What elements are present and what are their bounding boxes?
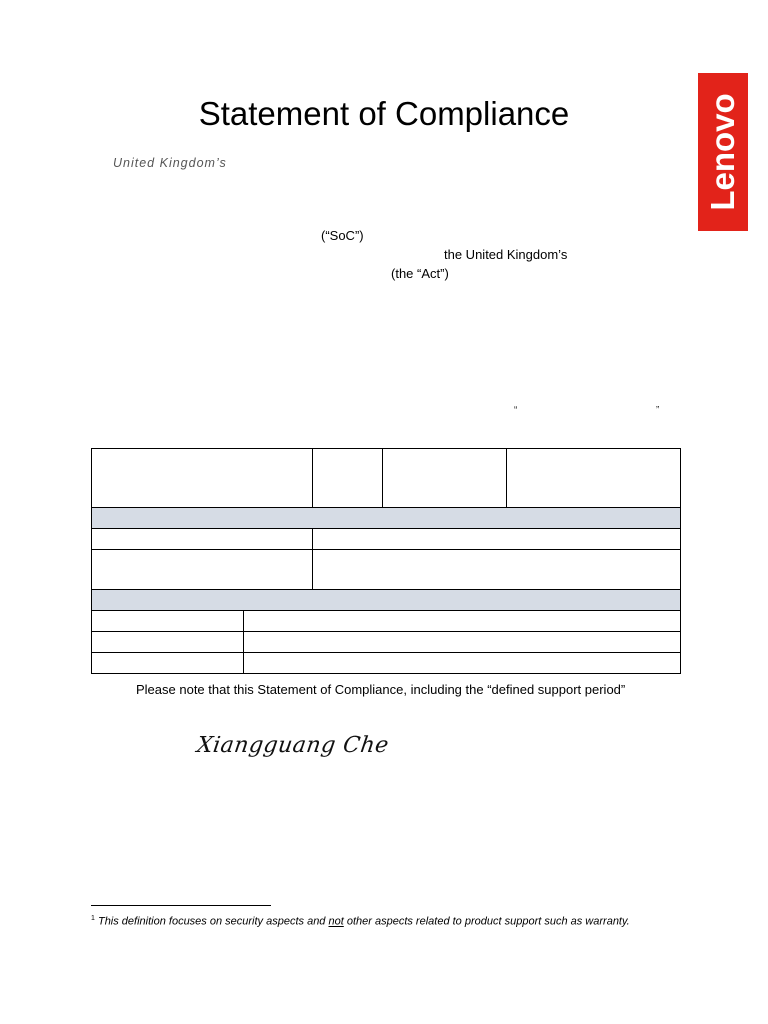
table-section-row bbox=[92, 508, 681, 529]
table-cell bbox=[313, 550, 681, 590]
table-cell bbox=[244, 653, 681, 674]
logo-wordmark: Lenovo bbox=[704, 93, 741, 211]
footnote-text-before: This definition focuses on security aspects and bbox=[97, 915, 329, 928]
close-quote: ” bbox=[656, 405, 660, 416]
lenovo-logo bbox=[698, 73, 748, 231]
table-cell bbox=[92, 529, 313, 550]
table-section-cell bbox=[92, 590, 681, 611]
document-title: Statement of Compliance bbox=[198, 95, 570, 132]
table-section-row bbox=[92, 590, 681, 611]
table-cell bbox=[383, 449, 507, 508]
table-cell bbox=[313, 449, 383, 508]
table-cell bbox=[244, 611, 681, 632]
table-cell bbox=[313, 529, 681, 550]
compliance-note: Please note that this Statement of Compliance, including the “defined support period” bbox=[136, 682, 626, 697]
footnote bbox=[91, 915, 630, 928]
table-cell bbox=[92, 449, 313, 508]
table-cell bbox=[244, 632, 681, 653]
footnote-emphasis: not bbox=[328, 915, 344, 928]
table-cell bbox=[92, 611, 244, 632]
table-cell bbox=[507, 449, 681, 508]
signature: Xiangguang Che bbox=[195, 733, 391, 758]
table-section-cell bbox=[92, 508, 681, 529]
table-row bbox=[92, 529, 681, 550]
footnote-marker: 1 bbox=[91, 915, 95, 922]
open-quote: “ bbox=[514, 405, 518, 416]
table-cell bbox=[92, 653, 244, 674]
document-subtitle: United Kingdom’s bbox=[113, 156, 227, 170]
table-row bbox=[92, 611, 681, 632]
table-cell bbox=[92, 550, 313, 590]
soc-abbreviation: (“SoC”) bbox=[321, 228, 364, 243]
table-row bbox=[92, 550, 681, 590]
footnote-text-after: other aspects related to product support such as warranty. bbox=[343, 915, 630, 928]
lenovo-logo-mark bbox=[698, 73, 748, 231]
table-row bbox=[92, 632, 681, 653]
act-reference: (the “Act”) bbox=[391, 266, 449, 281]
table-header-row bbox=[92, 449, 681, 508]
table-row bbox=[92, 653, 681, 674]
footnote-divider bbox=[91, 905, 271, 906]
uk-reference: the United Kingdom’s bbox=[444, 247, 568, 262]
table-cell bbox=[92, 632, 244, 653]
product-info-table bbox=[91, 448, 681, 674]
